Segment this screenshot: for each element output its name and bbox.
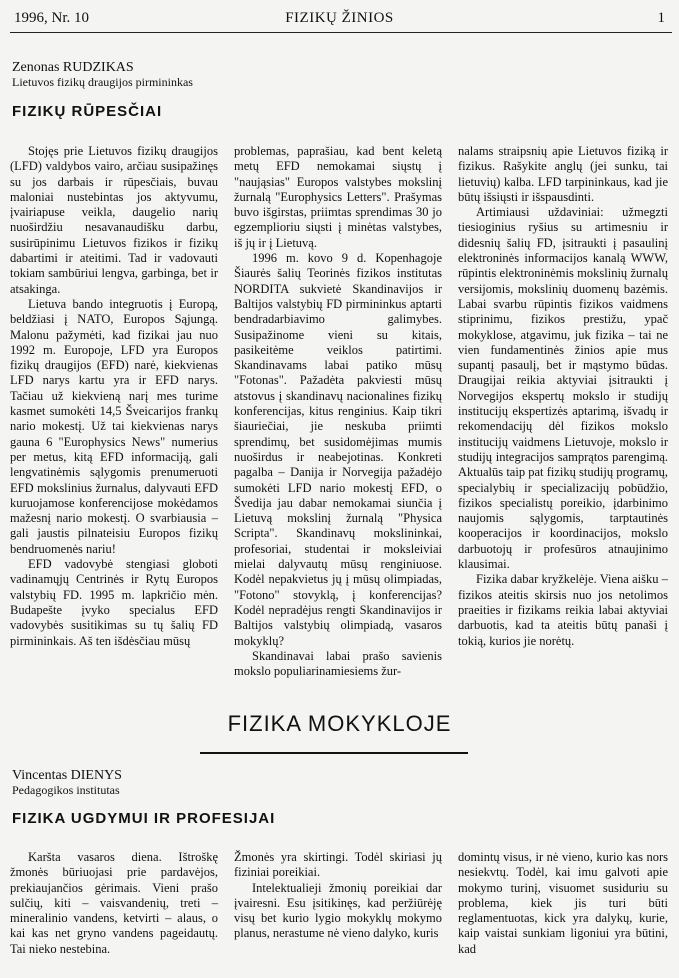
article1-author-block (12, 60, 193, 90)
paragraph: 1996 m. kovo 9 d. Kopenhagoje Šiaurės šalių Teorinės fizikos institutas NORDITA sukvietė Skandinavijos ir Baltijos valstybių FD pirmininkus aptarti bendradarbiavimo galimybes. Susipažinome vieni su kitais, pasikeitėme veiklos patirtimi. Skandinavams labai patiko mūsų "Fotonas". Pažadėta pakviesti mūsų atstovus į skandinavų nacionalines fizikų konferencijas, kitus renginius. Kaip tikri šiauriečiai, jie neskuba priimti sprendimų, bet susidomėjimas mumis nuoširdus ir neabejotinas. Konkreti pagalba – Danija ir Norvegija pažadėjo sumokėti LFD nario mokestį EFD, o Švedija jau dabar nemokamai siunčia į Lietuvą mokslinį žurnalą "Physica Scripta". Skandinavų mokslininkai, profesoriai, studentai ir moksleiviai mielai dalyvautų mūsų renginiuose. Kodėl nepakvietus jų į mūsų olimpiadas, "Fotono" stovyklą, į konferencijas? Kodėl nepradėjus rengti Skandinavijos ir Baltijos valstybių olimpiadą, vasaros mokyklų? (234, 251, 442, 648)
section-title: FIZIKA MOKYKLOJE (227, 711, 452, 736)
header-rule (10, 32, 672, 33)
paragraph: Skandinavai labai prašo savienis mokslo populiarinamiesiems žur- (234, 648, 442, 679)
article2-column-2 (234, 850, 442, 942)
article1-affiliation: Lietuvos fizikų draugijos pirmininkas (12, 75, 193, 89)
article2-affiliation: Pedagogikos institutas (12, 783, 120, 797)
article1-title: FIZIKŲ RŪPESČIAI (12, 103, 163, 120)
article1-author: Zenonas RUDZIKAS (12, 60, 134, 75)
paragraph: nalams straipsnių apie Lietuvos fiziką ir fizikus. Rašykite anglų (jei sunku, tai lietuvių) kalba. LFD tarpininkaus, kad jie būtų išsiųsti ir išspausdinti. (458, 144, 668, 204)
section-rule (200, 752, 468, 754)
article1-column-2 (234, 144, 442, 679)
journal-name: FIZIKŲ ŽINIOS (285, 10, 394, 26)
article2-column-3 (458, 850, 668, 957)
page-number: 1 (657, 10, 665, 26)
page-header (0, 8, 679, 30)
article2-column-1 (10, 850, 218, 957)
paragraph: Stojęs prie Lietuvos fizikų draugijos (LFD) valdybos vairo, arčiau susipažinęs su jos darbais ir rūpesčiais, buvau maloniai nustebintas jos aktyvumu, įvairiapuse veikla, daugelio narių nuoširdžiu nesavanaudišku darbu, susirūpinimu Lietuvos fizikos ir fizikų dabartimi ir ateitimi. Tad ir vadovauti tokiam sambūriui lengva, garbinga, bet ir atsakinga. (10, 144, 218, 296)
paragraph: Žmonės yra skirtingi. Todėl skiriasi jų fiziniai poreikiai. (234, 850, 442, 880)
paragraph: domintų visus, ir nė vieno, kurio kas nors nesiekvtų. Todėl, kai imu galvoti apie mokymo turinį, visuomet susiduriu su problema, kiek jis turi būti reglamentuotas, kick yra dalykų, kurie, kaip vaistai sunkiam ligoniui yra būtini, kad (458, 850, 668, 956)
paragraph: Intelektualieji žmonių poreikiai dar įvairesni. Esu įsitikinęs, kad peržiūrėję visų bet kurio lygio mokyklų mokymo planus, nerastume nė vieno dalyko, kuris (234, 880, 442, 941)
article1-column-1 (10, 144, 218, 649)
article2-author: Vincentas DIENYS (12, 768, 122, 783)
article2-author-block (12, 768, 122, 798)
paragraph: problemas, paprašiau, kad bent keletą metų EFD nemokamai siųstų į "naująsias" Europos valstybes mokslinį žurnalą "Europhysics Letters". Prašymas buvo išgirstas, priimtas sprendimas 30 jo egzemplioriu siųsti į minėtas valstybes, iš jų ir į Lietuvą. (234, 144, 442, 250)
article1-column-3 (458, 144, 668, 649)
paragraph: Karšta vasaros diena. Ištroškę žmonės būriuojasi prie pardavėjos, prekiaujančios gėrimais. Vieni prašo sulčių, kiti – vaisvandenių, treti – mineralinio vandens, ketvirti – alaus, o kai kas net gryno vandens pageidautų. Tai nieko nestebina. (10, 850, 218, 956)
article2-title: FIZIKA UGDYMUI IR PROFESIJAI (12, 810, 276, 827)
paragraph: Fizika dabar kryžkelėje. Viena aišku – fizikos ateitis skirsis nuo jos netolimos praeities ir fizikams reikia labai aktyviai darbuotis, kad ta ateitis būtų panaši į tokią, kurios jie norėtų. (458, 572, 668, 648)
paragraph: Artimiausi uždaviniai: užmegzti tiesioginius ryšius su artimesniu ir didesnių šalių FD, įsitraukti į pasaulinį elektroninės informacijos kanalą WWW, rūpintis elektroninėmis mokslinių žurnalų versijomis, mokslinių duomenų bazėmis. Labai svarbu rūpintis fizikos vaidmens stiprinimu, fizikos prestižu, ypač mokyklose, atgavimu, juk fizika – tai ne vien fundamentinės žinios apie mus supantį pasaulį, bet ir mąstymo būdas. Draugijai reikia aktyviai įsitraukti į Norvegijos ekspertų mokslo ir studijų institucijų ekspertizės aptarimą, išvadų ir rekomendacijų dėl fizikos mokslo institucijų vaidmens Lietuvoje, mokslo ir studijų integracijos samprątos parengimą. Aktualūs taip pat fizikų studijų programų, specialybių ir specializacijų pobūdžio, fizikos specialistų poreikio, įdarbinimo naujomis sąlygomis, tarptautinės kooperacijos ir koordinacijos, mokslo darbuotojų ir profesūros atnaujinimo klausimai. (458, 205, 668, 572)
issue-number: 1996, Nr. 10 (14, 10, 89, 26)
paragraph: EFD vadovybė stengiasi globoti vadinamųjų Centrinės ir Rytų Europos valstybių FD. 1995 m. lapkričio mėn. Budapešte įvyko specialus EFD vadovybės susitikimas su tų šalių FD pirmininkais. Aš ten išdėsčiau mūsų (10, 557, 218, 648)
paragraph: Lietuva bando integruotis į Europą, beldžiasi į NATO, Europos Sąjungą. Malonu pažymėti, kad fizikai jau nuo 1992 m. Europoje, LFD yra Europos fizikų draugijos (EFD) narė, kiekvienas LFD narys kartu yra ir EFD narys. Tačiau už kiekvieną narį mes turime kasmet sumokėti 14,5 Šveicarijos frankų nario mokestį. Už tai kiekvienas narys gauna 6 "Europhysics News" numerius per metus, kitą EFD informaciją, gali lengvatinėmis sąlygomis prenumeruoti EFD mokslinius žurnalus, dalyvauti EFD kuruojamose konferencijose mokėdamos mažesnį nario mokestį. O svarbiausia – gali jaustis pilnateisiu Europos fizikų bendruomenės nariu! (10, 296, 218, 556)
